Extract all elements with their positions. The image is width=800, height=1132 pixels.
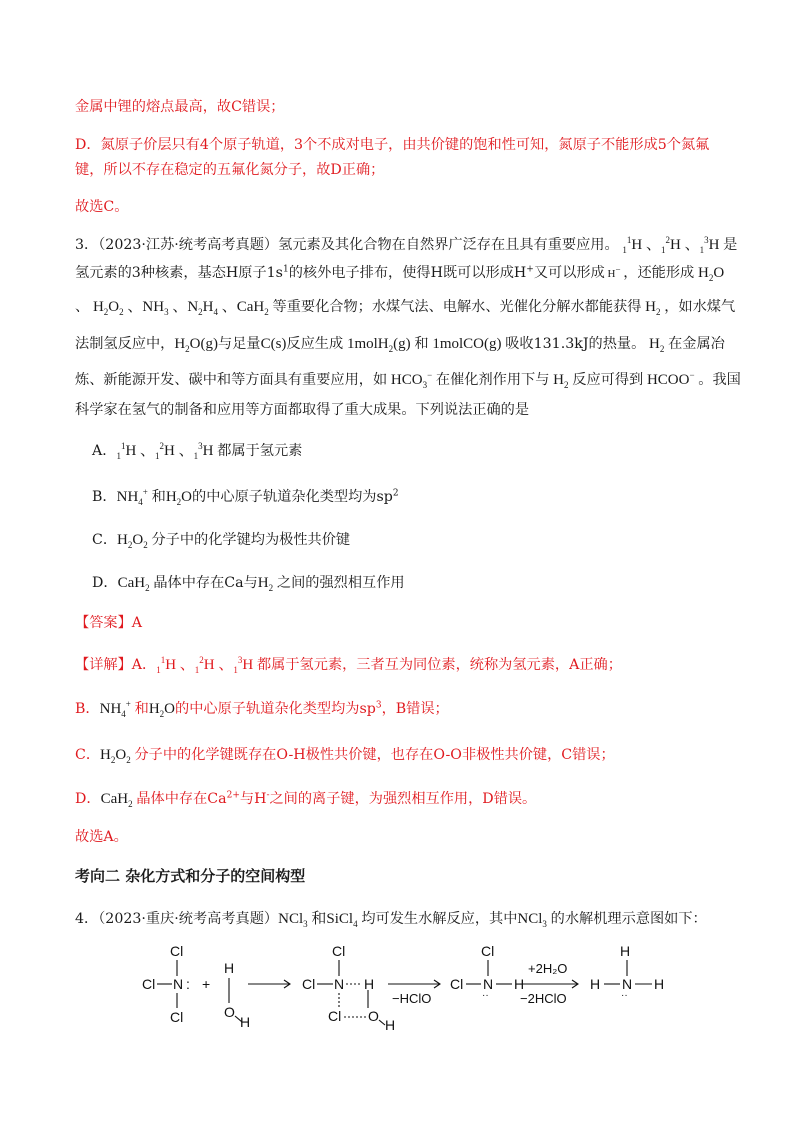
scheme-o-2: O bbox=[368, 1008, 379, 1024]
q3-stem-line-3: 、 $H_2O_2$ 、$NH_3$ 、$N_2H_4$ 、CaH$_2$ 等重要化合物；水煤气法、电解水、光催化分解水都能获得 $H_2$ ，如水煤气 bbox=[75, 299, 736, 317]
q3-option-b[interactable]: B．$NH_4^+$ 和$H_2O$的中心原子轨道杂化类型均为$sp^2$ bbox=[92, 487, 399, 507]
q3-detail-b: B．$NH_4^+$ 和$H_2O$的中心原子轨道杂化类型均为$sp^3$，B错误； bbox=[75, 699, 449, 719]
arrow-label-minus1: −HClO bbox=[392, 991, 432, 1006]
scheme-cl-top-2: Cl bbox=[332, 943, 346, 959]
q3-detail-d: D．CaH$_2$ 晶体中存在$Ca^{2+}$与H-之间的离子键，为强烈相互作用，D错误。 bbox=[75, 790, 537, 809]
prev-conclusion: 故选C。 bbox=[75, 199, 129, 215]
scheme-n-4: N bbox=[622, 976, 633, 992]
scheme-n-3: N bbox=[483, 976, 494, 992]
arrow-label-top: +2H₂O bbox=[528, 961, 568, 976]
q3-conclusion: 故选A。 bbox=[75, 829, 128, 845]
q3-option-c[interactable]: C．$H_2O_2$ 分子中的化学键均为极性共价键 bbox=[92, 532, 351, 550]
hydrolysis-scheme bbox=[130, 940, 690, 1035]
scheme-cl-bottom-2: Cl bbox=[328, 1008, 342, 1024]
scheme-o-water-1: O bbox=[224, 1004, 235, 1020]
scheme-h-left-4: H bbox=[590, 976, 601, 992]
q4-source: （2023·重庆·统考高考真题） bbox=[98, 911, 279, 927]
q3-source: （2023·江苏·统考高考真题） bbox=[98, 237, 279, 253]
q3-answer: 【答案】A bbox=[75, 615, 142, 631]
scheme-lone-pair-1: : bbox=[186, 976, 190, 992]
scheme-cl-top-1: Cl bbox=[170, 943, 184, 959]
scheme-h-right-4: H bbox=[654, 976, 665, 992]
scheme-lone-pair-3: ·· bbox=[482, 990, 489, 1001]
arrow-label-bottom: −2HClO bbox=[520, 991, 567, 1006]
q3-stem-line-5: 炼、新能源开发、碳中和等方面具有重要应用，如 $HCO_3^-$ 在催化剂作用下与 $H_2$ 反应可得到 HCOO− 。我国 bbox=[75, 370, 741, 390]
scheme-cl-top-3: Cl bbox=[481, 943, 495, 959]
q4-number: 4． bbox=[75, 911, 99, 927]
q3-option-a[interactable]: A．$_1^1$H 、$_1^2$H 、$_1^3$H 都属于氢元素 bbox=[92, 441, 303, 461]
q3-stem-line-2: 氢元素的3种核素，基态H原子$1s^1$的核外电子排布，使得H既可以形成H+又可以形成 H− ，还能形成 $H_2O$ bbox=[75, 264, 725, 283]
q3-detail-a: 【详解】A．$_1^1$H 、$_1^2$H 、$_1^3$H 都属于氢元素，三者互为同位素，统称为氢元素，A正确； bbox=[75, 655, 622, 675]
q3-stem-line-6: 科学家在氢气的制备和应用等方面都取得了重大成果。下列说法正确的是 bbox=[75, 402, 530, 418]
prev-line-1: 金属中锂的熔点最高，故C错误； bbox=[75, 99, 285, 115]
scheme-h-2: H bbox=[364, 976, 375, 992]
q3-option-d[interactable]: D．CaH$_2$ 晶体中存在Ca与$H_2$ 之间的强烈相互作用 bbox=[92, 575, 405, 593]
q3-number: 3． bbox=[75, 237, 99, 253]
scheme-plus: + bbox=[202, 976, 211, 992]
isotope-list: $_1^1$H 、$_1^2$H 、$_1^3$H bbox=[622, 235, 724, 255]
scheme-lone-pair-4: ·· bbox=[621, 990, 628, 1001]
scheme-h-water-2: H bbox=[240, 1014, 251, 1030]
q4-stem: 4．（2023·重庆·统考高考真题）NCl$_3$ 和SiCl$_4$ 均可发生水解反应，其中NCl$_3$ 的水解机理示意图如下： bbox=[75, 911, 707, 929]
scheme-cl-left-1: Cl bbox=[142, 976, 156, 992]
scheme-h-water-1: H bbox=[224, 960, 235, 976]
prev-option-d-line-1: D．氮原子价层只有4个原子轨道，3个不成对电子，由共价键的饱和性可知，氮原子不能形成5个氮氟 bbox=[75, 137, 710, 153]
scheme-n-2: N bbox=[334, 976, 345, 992]
scheme-h-4: H bbox=[514, 976, 525, 992]
scheme-cl-bottom-1: Cl bbox=[170, 1009, 184, 1025]
scheme-cl-left-3: Cl bbox=[450, 976, 464, 992]
scheme-cl-left-2: Cl bbox=[302, 976, 316, 992]
scheme-h-top-4: H bbox=[620, 943, 631, 959]
scheme-h-3: H bbox=[385, 1017, 396, 1033]
q3-stem-line-1: 3．（2023·江苏·统考高考真题）氢元素及其化合物在自然界广泛存在且具有重要应用。 $_1^1$H 、$_1^2$H 、$_1^3$H 是 bbox=[75, 235, 738, 255]
prev-option-d-line-2: 键，所以不存在稳定的五氟化氮分子，故D正确； bbox=[75, 162, 385, 178]
q3-stem-line-4: 法制氢反应中，$H_2O(g)$与足量C(s)反应生成 1molH$_2$(g) 和 1molCO(g) 吸收131.3kJ的热量。 $H_2$ 在金属冶 bbox=[75, 336, 725, 354]
scheme-n-1: N bbox=[173, 976, 184, 992]
q3-detail-c: C．$H_2O_2$ 分子中的化学键既存在O-H极性共价键，也存在O-O非极性共价键，C错误； bbox=[75, 747, 615, 765]
section-heading: 考向二 杂化方式和分子的空间构型 bbox=[75, 867, 306, 885]
